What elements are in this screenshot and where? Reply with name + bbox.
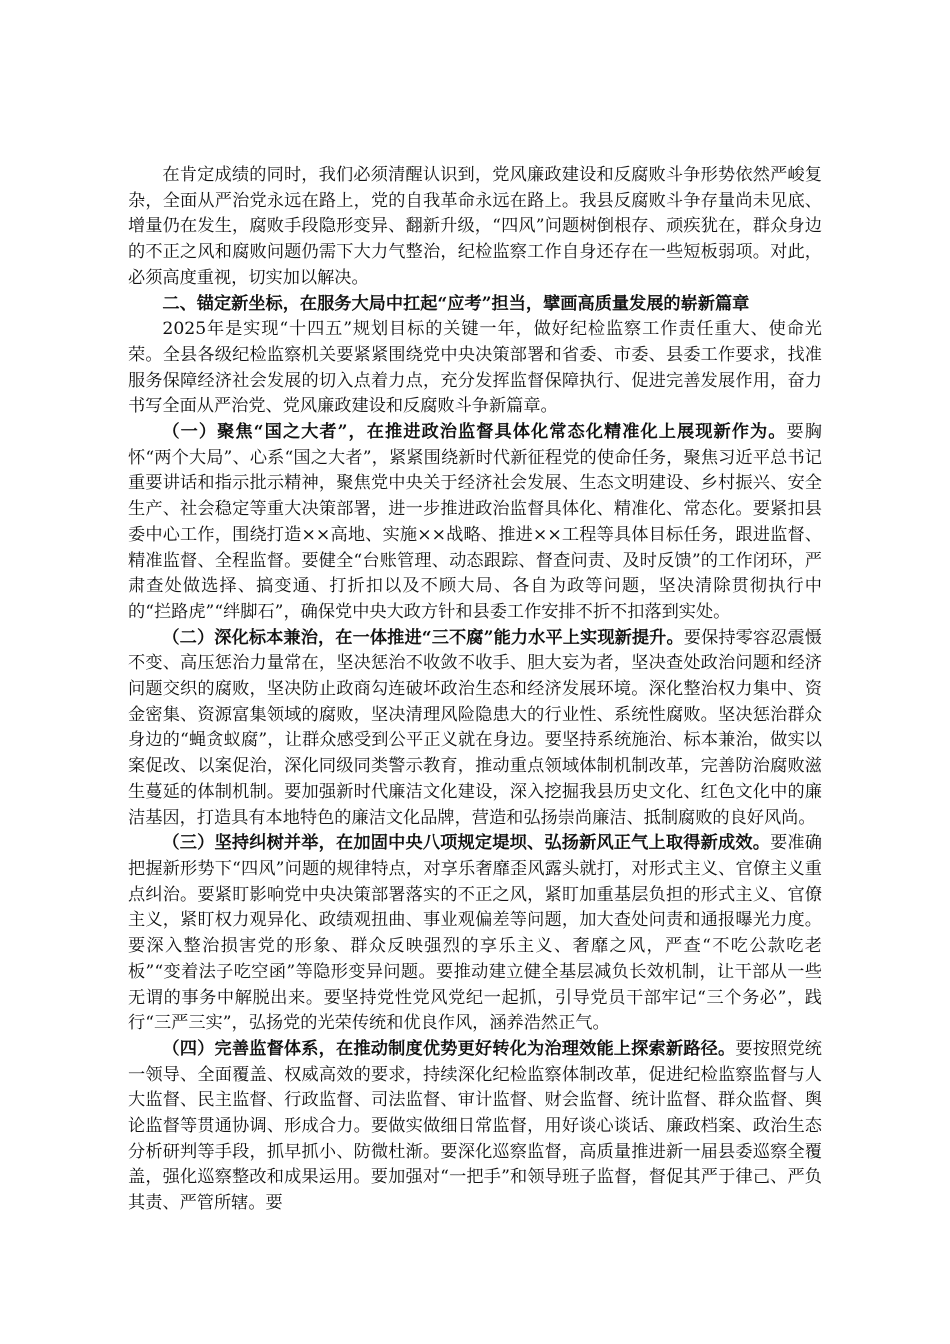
- paragraph-situation: 在肯定成绩的同时，我们必须清醒认识到，党风廉政建设和反腐败斗争形势依然严峻复杂，全面从严治党永远在路上，党的自我革命永远在路上。我县反腐败斗争存量尚未见底、增量仍在发生，腐败手段隐形变异、翻新升级，“四风”问题树倒根存、顽疾犹在，群众身边的不正之风和腐败问题仍需下大力气整治，纪检监察工作自身还存在一些短板弱项。对此，必须高度重视，切实加以解决。: [128, 165, 822, 288]
- section-heading-2: 二、锚定新坐标，在服务大局中扛起“应考”担当，擘画高质量发展的崭新篇章: [162, 293, 750, 314]
- paragraph-2025-intro: 2025年是实现“十四五”规划目标的关键一年，做好纪检监察工作责任重大、使命光荣。全县各级纪检监察机关要紧紧围绕党中央决策部署和省委、市委、县委工作要求，找准服务保障经济社会发展的切入点着力点，充分发挥监督保障执行、促进完善发展作用，奋力书写全面从严治党、党风廉政建设和反腐败斗争新篇章。: [128, 319, 822, 417]
- document-page: [128, 163, 822, 1217]
- subsection-4: [128, 1037, 822, 1217]
- subsection-3-lead: （三）坚持纠树并举，在加固中央八项规定堤坝、弘扬新风正气上取得新成效。: [162, 833, 771, 854]
- subsection-2-body: 要保持零容忍震慑不变、高压惩治力量常在，坚决惩治不收敛不收手、胆大妄为者，坚决查处政治问题和经济问题交织的腐败，坚决防止政商勾连破坏政治生态和经济发展环境。深化整治权力集中、资金密集、资源富集领域的腐败，坚决清理风险隐患大的行业性、系统性腐败。坚决惩治群众身边的“蝇贪蚁腐”，让群众感受到公平正义就在身边。要坚持系统施治、标本兼治，做实以案促改、以案促治，深化同级同类警示教育，推动重点领域体制机制改革，完善防治腐败滋生蔓延的体制机制。要加强新时代廉洁文化建设，深入挖掘我县历史文化、红色文化中的廉洁基因，打造具有本地特色的廉洁文化品牌，营造和弘扬崇尚廉洁、抵制腐败的良好风尚。: [128, 627, 822, 828]
- subsection-4-lead: （四）完善监督体系，在推动制度优势更好转化为治理效能上探索新路径。: [162, 1038, 736, 1059]
- subsection-1: [128, 420, 822, 626]
- subsection-2-lead: （二）深化标本兼治，在一体推进“三不腐”能力水平上实现新提升。: [162, 627, 684, 648]
- subsection-2: [128, 626, 822, 832]
- subsection-1-body: 要胸怀“两个大局”、心系“国之大者”，紧紧围绕新时代新征程党的使命任务，聚焦习近平总书记重要讲话和指示批示精神，聚焦党中央关于经济社会发展、生态文明建设、乡村振兴、安全生产、社会稳定等重大决策部署，进一步推进政治监督具体化、精准化、常态化。要紧扣县委中心工作，围绕打造××高地、实施××战略、推进××工程等具体目标任务，跟进监督、精准监督、全程监督。要健全“台账管理、动态跟踪、督查问责、及时反馈”的工作闭环，严肃查处做选择、搞变通、打折扣以及不顾大局、各自为政等问题，坚决清除贯彻执行中的“拦路虎”“绊脚石”，确保党中央大政方针和县委工作安排不折不扣落到实处。: [128, 422, 822, 622]
- subsection-3: [128, 831, 822, 1037]
- subsection-1-lead: （一）聚焦“国之大者”，在推进政治监督具体化常态化精准化上展现新作为。: [162, 422, 787, 443]
- subsection-3-body: 要准确把握新形势下“四风”问题的规律特点，对享乐奢靡歪风露头就打，对形式主义、官僚主义重点纠治。要紧盯影响党中央决策部署落实的不正之风，紧盯加重基层负担的形式主义、官僚主义，紧盯权力观异化、政绩观扭曲、事业观偏差等问题，加大查处问责和通报曝光力度。要深入整治损害党的形象、群众反映强烈的享乐主义、奢靡之风，严查“不吃公款吃老板”“变着法子吃空函”等隐形变异问题。要推动建立健全基层减负长效机制，让干部从一些无谓的事务中解脱出来。要坚持党性党风党纪一起抓，引导党员干部牢记“三个务必”，践行“三严三实”，弘扬党的光荣传统和优良作风，涵养浩然正气。: [128, 833, 822, 1034]
- subsection-4-body: 要按照党统一领导、全面覆盖、权威高效的要求，持续深化纪检监察体制改革，促进纪检监察监督与人大监督、民主监督、行政监督、司法监督、审计监督、财会监督、统计监督、群众监督、舆论监督等贯通协调、形成合力。要做实做细日常监督，用好谈心谈话、廉政档案、政治生态分析研判等手段，抓早抓小、防微杜渐。要深化巡察监督，高质量推进新一届县委巡察全覆盖，强化巡察整改和成果运用。要加强对“一把手”和领导班子监督，督促其严于律己、严负其责、严管所辖。要: [128, 1038, 822, 1214]
